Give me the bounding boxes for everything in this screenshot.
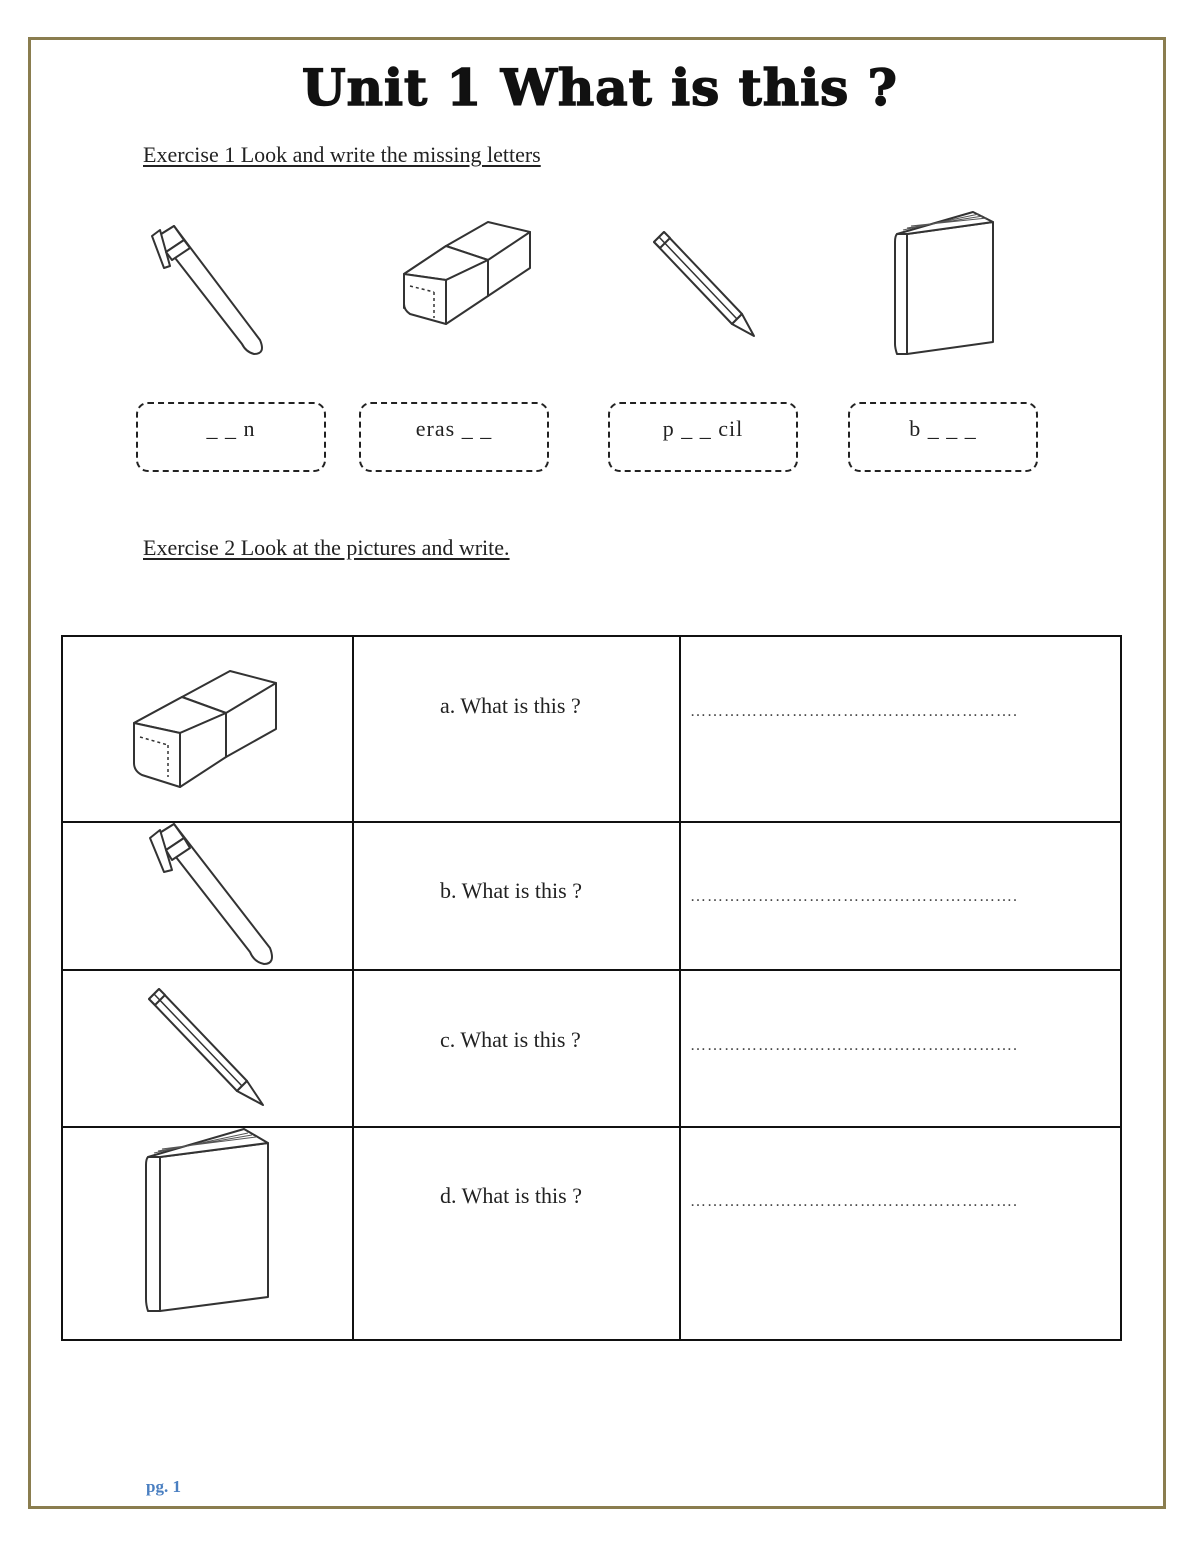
exercise-1-heading: Exercise 1 Look and write the missing letters <box>143 142 541 167</box>
answer-line-a[interactable]: …………………………………………………. <box>690 703 1018 720</box>
table-column-divider <box>352 637 354 1339</box>
missing-letters-box-book[interactable]: b _ _ _ <box>848 402 1038 472</box>
answer-line-c[interactable]: …………………………………………………. <box>690 1037 1018 1054</box>
question-c: c. What is this ? <box>440 1027 581 1052</box>
pen-icon <box>140 222 270 362</box>
missing-letters-box-pen[interactable]: _ _ n <box>136 402 326 472</box>
book-icon <box>144 1125 274 1315</box>
pencil-icon <box>145 985 270 1110</box>
pencil-icon <box>650 228 760 340</box>
eraser-icon <box>130 667 280 795</box>
exercise-2-heading: Exercise 2 Look at the pictures and write. <box>143 535 510 560</box>
page-title: Unit 1 What is this ? <box>302 58 898 117</box>
answer-line-d[interactable]: …………………………………………………. <box>690 1193 1018 1210</box>
answer-line-b[interactable]: …………………………………………………. <box>690 888 1018 905</box>
book-icon <box>893 208 1003 358</box>
pen-icon <box>140 820 280 970</box>
table-column-divider <box>679 637 681 1339</box>
question-a: a. What is this ? <box>440 693 581 718</box>
eraser-icon <box>400 218 535 333</box>
missing-letters-box-eraser[interactable]: eras _ _ <box>359 402 549 472</box>
question-d: d. What is this ? <box>440 1183 582 1208</box>
page-number: pg. 1 <box>146 1477 181 1496</box>
question-b: b. What is this ? <box>440 878 582 903</box>
missing-letters-box-pencil[interactable]: p _ _ cil <box>608 402 798 472</box>
